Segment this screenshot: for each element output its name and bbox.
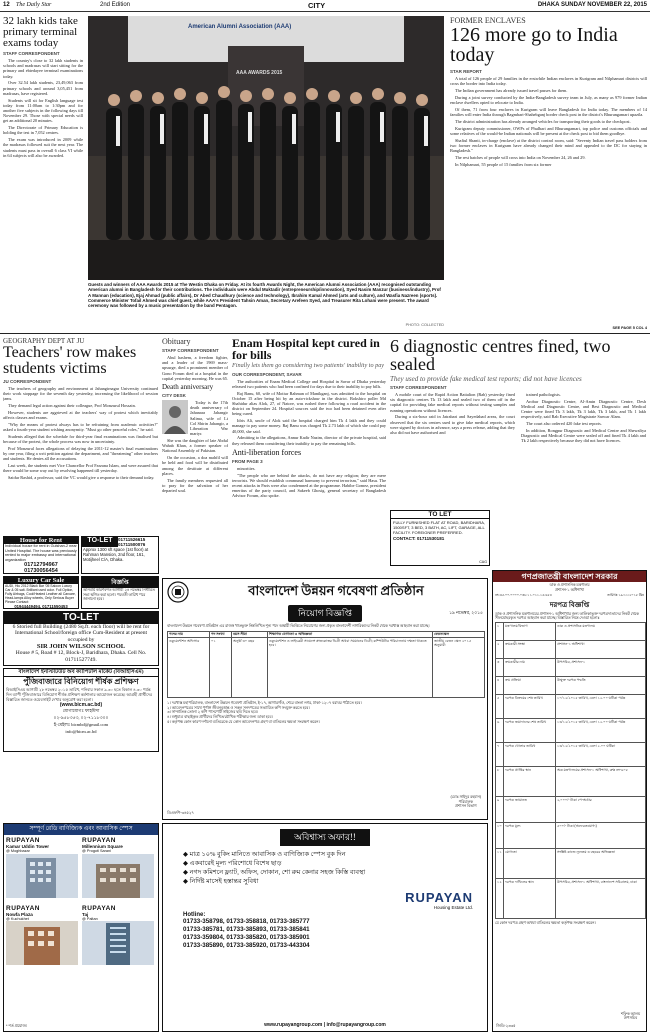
deck: Finally lets them go considering two patients' inability to pay bbox=[232, 362, 385, 369]
building-image bbox=[6, 854, 78, 898]
story-body bbox=[3, 58, 83, 158]
table-row bbox=[168, 638, 485, 698]
table-cell: ক্রয়কারীর নাম bbox=[504, 658, 556, 676]
story-enclaves bbox=[450, 16, 647, 330]
table-row bbox=[496, 622, 646, 640]
table-cell: অত্র মন্ত্রণালয়ের প্রশাসন-১ অধিশাখা, কক্ষ নং-৬০৫ bbox=[556, 766, 646, 796]
byline: STAFF CORRESPONDENT bbox=[162, 348, 219, 353]
ad-email[interactable]: ই-মেইলঃ bicmbd@gmail.com bbox=[53, 722, 109, 727]
table-cell: ১ bbox=[496, 622, 504, 640]
headline: 126 more go to India today bbox=[450, 24, 618, 66]
offer-text: নির্দিষ্ট মাসেই হস্তান্তর সুবিধা bbox=[189, 878, 259, 885]
photo-banner-text: American Alumni Association (AAA) bbox=[188, 24, 292, 30]
hotline-numbers: 01733-385890, 01733-385920, 01733-443304 bbox=[183, 942, 310, 949]
table-cell: ১২ bbox=[496, 878, 504, 918]
table-cell: ডাক ও প্রশাসনিক মন্ত্রণালয় bbox=[556, 622, 646, 640]
offer-text: একবারেই মূল্য পরিশোধে বিশেষ ছাড় bbox=[189, 860, 282, 867]
paragraph: The rest batches of people will cross into India on November 24, 26 and 29. bbox=[455, 154, 586, 160]
table-cell: উন্মুক্ত দরপত্র পদ্ধতি bbox=[556, 676, 646, 694]
table-cell: ডকুমেন্টেশন ও লাইব্রেরী সায়েন্সে স্নাতকোত্তর ডিগ্রী অথবা সমমানের ডিগ্রী; কম্পিউটার পরিচালনায় দক্ষতা থাকতে হবে। bbox=[268, 638, 433, 698]
paragraph: The district administration has already arranged vehicles for transporting their goods to the checkpost. bbox=[455, 118, 631, 124]
ad-body: House # 5, Road # 12, Block-J, Baridhara, Dhaka. Cell No. 01711527749. bbox=[15, 650, 147, 663]
table-cell: দরপত্র প্রাপ্তির স্থান bbox=[504, 766, 556, 796]
ad-contact: CONTACT: 01711530181 bbox=[393, 536, 445, 541]
ad-website-link[interactable]: (www.bicm.ac.bd) bbox=[59, 702, 103, 708]
kicker: Obituary bbox=[162, 337, 191, 346]
table-cell: ৩ bbox=[496, 658, 504, 676]
paragraph: "Why the means of protest always has to be refraining from academic activities?" asked a fourth-year student wishing anonymity. "Must go other peaceful roles," he said. bbox=[3, 422, 158, 433]
headline: Teachers' row makes students victims bbox=[3, 344, 137, 377]
table-cell: ক্রয়কারী সংস্থা bbox=[504, 640, 556, 658]
column-header: শিক্ষাগত যোগ্যতা ও অভিজ্ঞতা bbox=[268, 631, 433, 638]
project-card bbox=[82, 837, 156, 903]
table-cell: ৪ bbox=[496, 676, 504, 694]
ad-code: ডিএফপি-৩৪৫২৭ bbox=[167, 811, 194, 816]
paragraph: minorities. bbox=[237, 465, 256, 471]
ad-subtitle: পুঁজিবাজারে বিনিয়োগ শীর্ষক প্রশিক্ষণ bbox=[23, 677, 139, 686]
rule-item: ১। দরখাস্ত মহাপরিচালক, বাংলাদেশ উন্নয়ন গবেষণা প্রতিষ্ঠান, ই-১৭, আগারগাঁও, শেরে বাংলা নগর, ঢাকা-১২০৭ বরাবর পাঠাতে হবে। bbox=[167, 701, 362, 706]
table-cell: অনূর্ধ্ব ৩০ বছর bbox=[232, 638, 268, 698]
ad-to-let-small bbox=[81, 536, 159, 574]
table-cell: ৫০০/- টাকা (অফেরতযোগ্য) bbox=[556, 822, 646, 848]
ad-rupayan-offer bbox=[162, 823, 488, 1032]
table-row bbox=[496, 796, 646, 822]
photo-credit: PHOTO: COLLECTED bbox=[405, 323, 444, 327]
page-number: 12 bbox=[3, 2, 10, 8]
paragraph: trained pathologists. bbox=[526, 392, 561, 397]
byline: STAFF CORRESPONDENT bbox=[3, 51, 60, 56]
ad-phone: 01944449494, 01711550453 bbox=[14, 604, 68, 609]
kicker: FORMER ENCLAVES bbox=[450, 16, 526, 25]
rule-item: ৪। শুধুমাত্র বাছাইকৃত প্রার্থীদের লিখিত/মৌখিক পরীক্ষার জন্য ডাকা হবে। bbox=[167, 714, 273, 719]
paragraph: They demand legal action against their colleague, Prof Monzurul Hossain. bbox=[8, 403, 136, 409]
column-header: বেতনস্কেল bbox=[433, 631, 485, 638]
paragraph: Of them, 71 from four enclaves in Kurigram will leave Bangladesh for India today. The members of 14 families will enter India through Bagmbari-Shahebganj border check post in the district's Bhurungamari upazila. bbox=[450, 106, 647, 117]
brand-name: RUPAYAN bbox=[6, 904, 40, 912]
ad-phone: ০২-৯৫৮৩৫৩, ০২-৭১১৮৩০০ bbox=[53, 715, 109, 720]
ad-rupayan-projects bbox=[3, 823, 159, 1032]
ad-contact: যোগাযোগঃ ফাহমিদা bbox=[62, 708, 100, 713]
page-header bbox=[0, 0, 650, 12]
paragraph: The Directorate of Primary Education is holding the test in 7,052 centres. bbox=[3, 125, 83, 136]
table-cell: ৫ bbox=[496, 694, 504, 718]
table-cell: দরপত্র মূল্য bbox=[504, 822, 556, 848]
story-body bbox=[232, 379, 386, 446]
byline: FROM PAGE 3 bbox=[232, 458, 263, 464]
paragraph: Admitting to the allegations, Annur Kadir Nazim, director of the private hospital, said they released them considering their inability to pay the remaining bills. bbox=[232, 435, 386, 446]
ad-title: বিজ্ঞপ্তি bbox=[82, 577, 158, 588]
ad-banner: নিয়োগ বিজ্ঞপ্তি bbox=[288, 605, 362, 622]
building-image bbox=[82, 921, 154, 965]
ad-signature: শফিক আলম উপসচিব bbox=[620, 1011, 640, 1021]
bullet-icon: ◆ bbox=[183, 878, 190, 885]
ad-body: 6 Storied full Building (2480 Sq.ft. each floor) will be rent for International School/foreign office Cum-Resident at present occupied by bbox=[12, 624, 150, 643]
paragraph: Over 32.54 lakh students, 23,49,063 from primary schools and around 3,05,451 from madrasas, have registered. bbox=[3, 80, 83, 96]
brand-name: RUPAYAN bbox=[6, 837, 40, 844]
ad-intro: ডাক ও প্রশাসনিক মন্ত্রণালয়ের প্রশাসন-১ অধিশাখার জন্য তালিকাভুক্ত দরপত্রদাতাদের নিকট থেকে সীলমোহরকৃত দরপত্র আহবান করা যাচ্ছে। বিস্তারিত নিম্নে দেওয়া হলোঃ bbox=[495, 611, 639, 621]
divider bbox=[0, 333, 650, 334]
table-cell: দরপত্র বিক্রয়ের শেষ তারিখ bbox=[504, 694, 556, 718]
table-cell: দরপত্র খোলার তারিখ bbox=[504, 742, 556, 766]
table-row bbox=[496, 640, 646, 658]
ad-date: তারিখঃ ১৯/১১/২০১৫ খ্রিঃ bbox=[607, 593, 644, 598]
bullet-icon: ◆ bbox=[183, 869, 190, 876]
brand-name: RUPAYAN bbox=[82, 837, 116, 844]
dateline: DHAKA SUNDAY NOVEMBER 22, 2015 bbox=[537, 2, 647, 8]
table-row bbox=[496, 848, 646, 878]
ad-banner: সম্পূর্ণ রেডি বাণিজ্যিক এবং আবাসিক স্পেস bbox=[4, 824, 158, 835]
rule-item: ৫। কর্তৃপক্ষ কোন কারণ দর্শানো ব্যতিরেকে যে কোন আবেদনপত্র গ্রহণ বা বাতিলের ক্ষমতা সংরক্ষণ করেন। bbox=[167, 719, 320, 724]
paragraph: The exam was introduced in 2009 while the madrasas followed suit the next year. The students must pass in overall 6 class VI while in 64 subjects will also be awarded. bbox=[3, 137, 83, 158]
ad-email[interactable]: info@bicm.ac.bd bbox=[65, 729, 97, 734]
ad-body: SIR JOHN WILSON SCHOOL bbox=[36, 642, 126, 650]
ad-to-let-building bbox=[3, 611, 159, 666]
org-name: বাংলাদেশ উন্নয়ন গবেষণা প্রতিষ্ঠান bbox=[248, 582, 424, 598]
ad-body: অনিবার্য কারণবশত আগামী ২৪ নভেম্বর নির্ধারিত সভা স্থগিত করা হলো। পরবর্তী তারিখ পরে জানানো হবে। bbox=[83, 588, 155, 602]
project-name: Nowfa Plaza bbox=[6, 911, 33, 917]
aaa-awards-photo bbox=[88, 16, 444, 280]
ad-subtitle: ডাক ও প্রশাসনিক মন্ত্রণালয় প্রশাসন-১ অধিশাখা bbox=[549, 583, 590, 592]
ad-body: Individual house for rent in Gulshan-2 near United Hospital. The house was previously rented to major embassy and international organization bbox=[5, 544, 77, 562]
table-cell: ৯ bbox=[496, 796, 504, 822]
ad-banner: অবিশ্বাস্য অফার!! bbox=[280, 829, 370, 846]
ad-to-let-flat bbox=[390, 510, 490, 566]
deck: They used to provide fake medical test reports; did not have licences bbox=[390, 375, 582, 383]
paragraph: Shafiul Shanti, in-charge (enclave) at the district control room, said: "Seventy Indian travel pass holders from two former enclaves in Kurigram have already changed their mind and appealed to the DC for staying in Bangladesh." bbox=[450, 137, 647, 153]
story-body bbox=[3, 386, 158, 480]
obituary-column bbox=[162, 337, 228, 572]
kicker: GEOGRAPHY DEPT AT JU bbox=[3, 337, 85, 345]
paragraph: During a six-hour raid in Jatrabari and Sayedabad areas, the court observed that the six centres used to give fake medical reports, which were signed by doctors in advance, says a press release, adding that they also did not have authorised and bbox=[390, 414, 515, 436]
project-location: @ Paltan bbox=[82, 916, 98, 921]
table-cell: সংশ্লিষ্ট কাজে ন্যূনতম ৩ বছরের অভিজ্ঞতা bbox=[556, 848, 646, 878]
byline: CITY DESK bbox=[162, 393, 186, 399]
ad-body: FULLY FURNISHED FLAT AT ROAD, BARIDHARA, 1500SFT, 3 BED, 3 BATH, AC, LIFT, GARAGE, ALL FACILITY. FOREIGNER PREFERRED. bbox=[393, 520, 486, 535]
table-row bbox=[496, 676, 646, 694]
table-cell: ২ bbox=[496, 640, 504, 658]
table-cell: উপসচিব, প্রশাসন-১ অধিশাখা, বাংলাদেশ সচিবালয়, ঢাকা bbox=[556, 878, 646, 918]
offer-text: মাত্র ১০% বুকিং মানিতে আবাসিক ও বাণিজ্যিক স্পেস বুক দিন bbox=[189, 851, 346, 858]
hotline-numbers: 01733-385781, 01733-385893, 01733-385841 bbox=[183, 926, 310, 933]
portrait-photo bbox=[162, 400, 188, 434]
story-terminal-exams bbox=[3, 16, 83, 330]
portrait-icon bbox=[162, 400, 188, 434]
offer-item bbox=[183, 868, 467, 877]
paragraph: Last week, the students met Vice Chancellor Prof Farzana Islam, and were assured that there would be some way out by resolving happened till yesterday. bbox=[3, 463, 158, 474]
project-card bbox=[82, 905, 156, 971]
offer-list bbox=[163, 846, 487, 886]
table-cell: ডকুমেন্টেশন অফিসার bbox=[168, 638, 210, 698]
column-header: পদের নাম bbox=[168, 631, 210, 638]
ad-signature: (মোঃ সাইদুর রহমান) পরিচালক প্রশাসন বিভাগ bbox=[450, 795, 481, 809]
paragraph: Arobar Diagnostic Centre, Al-Amin Diagnostic Centre, Desh Medical and Diagnostic Centre, and Best Diagnostic and Medical Centre were fined Tk 3 lakh, Tk 3 lakh, Tk 3 lakh, and Tk 1 lakh respectively, said Rab Executive Magistrate Sarwar Alam. bbox=[521, 398, 646, 420]
ad-phone: 01730056454 bbox=[24, 568, 58, 574]
ad-title: বাংলাদেশ ইনস্টিটিউট অব ক্যাপিটাল মার্কেট (বিআইসিএম) bbox=[4, 669, 158, 677]
table-cell: দরপত্র জমাদানের শেষ তারিখ bbox=[504, 718, 556, 742]
table-row bbox=[496, 718, 646, 742]
photo-caption: Guests and winners of AAA Awards 2015 at The Westin Dhaka on Friday. At its fourth Awards Night, the American Alumni Association (AAA) recognised outstanding American alumni in Bangladesh for their contributions. The individuals were Abdul Muktadir (entrepreneurship/innovation), Syed Nasim Manzur (business/industry), Prof A Mannan (education), Ejaj Ahmad (public affairs), Dr Abed Chaudhury (science and technology), Ibrahim Kamal Ahmed (arts and culture), and Wasfia Nazreen (sports). Commerce Minister Tofail Ahmed was chief guest, while AAA's President Tahsin Aman, Secretary Arefeen Syed, and Treasurer Rita Lohani were present. The award ceremony was followed by a music presentation by the band Pentagon. bbox=[88, 282, 441, 309]
paragraph: A mobile court of the Rapid Action Battalion (Rab) yesterday fined six diagnostic centres Tk 13 lakh and sealed two of them off in the capital for providing fake medical reports without testing samples and running operations without licences. bbox=[390, 392, 515, 413]
table-row bbox=[496, 822, 646, 848]
paragraph: The teachers of geography and environment at Jahangirnagar University continued their work stoppage for the seventh day yesterday, increasing the likelihood of session jams. bbox=[3, 386, 158, 402]
ad-code: জিডি-২৩৩৫ bbox=[496, 1024, 516, 1029]
ad-phone: 01711526615 bbox=[118, 537, 146, 542]
masthead: The Daily Star bbox=[16, 2, 52, 8]
byline: JU CORRESPONDENT bbox=[3, 379, 52, 384]
ad-bicm-training bbox=[3, 668, 159, 752]
ad-notice-small bbox=[81, 576, 159, 609]
project-card bbox=[6, 837, 80, 903]
ad-body: AUDI, Hiu 2012 Black Bar '05 Saloon Luxury Car & 05 salt. Brilliant used color. Full Option, Fully Airbags, Cool/Heated Leather all Carcare, Head-lamps Alloy wheels, Only Serious Buyer Please Contact: bbox=[5, 584, 76, 604]
table-row bbox=[496, 658, 646, 676]
paragraph: Kurigram deputy commissioner, OWPs of Phulbari and Bhurungamari, top police and customs officials and some relatives of the would-be Indian nationals will be present at the check post to bid them goodbye. bbox=[450, 125, 647, 136]
paragraph: The country's close to 32 lakh students in schools and madrasas will start sitting for the primary and ebtedayee terminal examinations today. bbox=[3, 58, 83, 79]
ad-body: বিআইসিএম আগামী ২৮ নভেম্বর ২০১৫ তারিখ, শনিবার সকাল ৯.৩০ হতে বিকাল ৪.৩০ পর্যন্ত দিন ব্যাপী পুঁজিবাজারে বিনিয়োগ শীর্ষক প্রশিক্ষণ কর্মশালার আয়োজন করেছে। আগ্রহী প্রার্থীদের বিস্তারিত জানতে ওয়েবসাইট দেখার অনুরোধ করা হলো। bbox=[6, 687, 153, 702]
paragraph: Students alleged that the schedule for third-year final examinations was finalised but because of the protest, the whole process was now in uncertainty. bbox=[3, 434, 158, 445]
ad-date: ১৯ নভেম্বর, ২০১৫ bbox=[449, 610, 483, 615]
paragraph: On the occasion, a doa mahfil will be held and food will be distributed among the destitute at different places. bbox=[162, 455, 228, 476]
table-cell: ১০/১২/২০১৫ তারিখ, বেলা ১২.০০ ঘটিকা পর্যন্ত bbox=[556, 694, 646, 718]
paragraph: The Indian government has already issued travel passes for them. bbox=[455, 88, 568, 93]
project-name: Taj bbox=[82, 911, 89, 917]
ad-rules bbox=[163, 698, 487, 724]
continued-link[interactable]: SEE PAGE 5 COL 4 bbox=[612, 326, 647, 330]
table-cell: যোগ্যতা bbox=[504, 848, 556, 878]
paragraph: The family members requested all to pray for the salvation of her departed soul. bbox=[162, 477, 228, 494]
story-teachers-row bbox=[3, 337, 158, 533]
table-cell: ২,০০০/- টাকা পে-অর্ডার bbox=[556, 796, 646, 822]
story-body bbox=[450, 76, 647, 167]
hotline-label: Hotline: bbox=[183, 912, 206, 918]
brand-subtitle: Housing Estate Ltd. bbox=[433, 905, 473, 910]
offer-text: নগদ কমিশনে ফ্ল্যাট, অফিস, দোকান, শো রুম কেনার সহজ কিস্তি ব্যবস্থা bbox=[189, 869, 366, 876]
project-location: @ Kuchukhet bbox=[6, 916, 29, 921]
column-header: পদ সংখ্যা bbox=[210, 631, 232, 638]
rule-item: ৩। সাম্প্রতিক তোলা ২ কপি পাসপোর্ট সাইজের ছবি দিতে হবে। bbox=[167, 710, 259, 715]
project-card bbox=[6, 905, 80, 971]
column-header: বয়স সীমা bbox=[232, 631, 268, 638]
offer-item bbox=[183, 850, 467, 859]
ad-title: গণপ্রজাতন্ত্রী বাংলাদেশ সরকার bbox=[493, 571, 646, 582]
ad-note: যে কোন দরপত্র গ্রহণ অথবা বাতিলের ক্ষমতা কর্তৃপক্ষ সংরক্ষণ করেন। bbox=[495, 920, 596, 925]
project-name: Kamar Uddin Tower bbox=[6, 844, 50, 849]
project-name: Millennium Square bbox=[82, 844, 123, 849]
ad-title: House for Rent bbox=[4, 537, 78, 544]
paragraph: Saidur Rashid, a professor, said the VC would give a response to their demand today. bbox=[8, 475, 155, 481]
paragraph: Today is the 17th death anniversary of Jahanara Jahangir Salima, wife of Lt Col Shirin Jahangir, a Liberation War martyr. bbox=[190, 400, 228, 437]
table-cell: ৮ bbox=[496, 766, 504, 796]
table-cell: দরপত্র দাখিলের স্থান bbox=[504, 878, 556, 918]
paragraph: Prof Monzurul faces allegations of delaying the 2011-12 master's final examinations by one year, filing a writ petition against the department, and "threatening" other teachers and students. He denies all the accusations. bbox=[3, 446, 158, 462]
table-cell: দরপত্র জামানত bbox=[504, 796, 556, 822]
edition-label: 2nd Edition bbox=[100, 2, 131, 8]
table-cell: ১৩/১২/২০১৫ তারিখ, বেলা ২.০০ ঘটিকা bbox=[556, 742, 646, 766]
paragraph: In addition, Rongpur Diagnostic and Medical Centre and Shewaliya Diagnostic and Medical Centre were sealed off and fined Tk 4 lakh and Tk 2 lakh respectively because they did not have licences. bbox=[521, 428, 646, 444]
offer-item bbox=[183, 877, 467, 886]
ad-phone: 01711500076 bbox=[118, 542, 146, 547]
ad-code: CAG bbox=[479, 560, 487, 564]
ad-phone: 01712794967 bbox=[24, 562, 58, 569]
project-location: @ Progoti Sarani bbox=[82, 849, 111, 853]
ad-website-link[interactable]: www.rupayangroup.com | info@rupayangroup.com bbox=[264, 1022, 386, 1028]
byline: STAR REPORT bbox=[450, 69, 482, 74]
tender-table bbox=[495, 622, 646, 919]
table-cell: ৬ bbox=[496, 718, 504, 742]
table-row bbox=[496, 694, 646, 718]
table-cell: জাতীয় বেতন স্কেল ২০১৫ অনুযায়ী bbox=[433, 638, 485, 698]
table-row bbox=[496, 742, 646, 766]
hotline-numbers: 01733-359804, 01733-385820, 01733-385901 bbox=[183, 934, 310, 941]
brand-logo: RUPAYAN bbox=[405, 890, 473, 905]
bullet-icon: ◆ bbox=[183, 860, 190, 867]
table-cell: ১৩/১২/২০১৫ তারিখ, বেলা ১২.০০ ঘটিকা পর্যন্ত bbox=[556, 718, 646, 742]
byline: STAFF CORRESPONDENT bbox=[390, 385, 447, 390]
paragraph: During a joint survey conducted by the India-Bangladesh survey team in July, as many as 979 former Indian enclave dwellers opted to relocate to India. bbox=[450, 94, 647, 105]
paragraph: Idris Ali, uncle of Alok said the hospital charged him Tk 4 lakh and they could manage to pay some money. Raj Banu was charged Tk 2.73 lakh of which she could pay 40,000, she said. bbox=[232, 418, 386, 434]
rule-item: ২। আবেদনপত্রের সাথে পূর্ণাঙ্গ জীবনবৃত্তান্ত ও সকল সনদপত্রের সত্যায়িত কপি সংযুক্ত করতে হবে। bbox=[167, 705, 310, 710]
footnote: * শর্ত প্রযোজ্য bbox=[6, 1024, 27, 1029]
hotline-numbers: 01733-358798, 01733-358818, 01733-385777 bbox=[183, 918, 310, 925]
ad-body: Approx 1300 sft space (1st floor) at Rahman Mansion, 2nd floor, 161, Motijheel C/A, Dhaka. bbox=[83, 547, 149, 562]
bullet-icon: ◆ bbox=[183, 851, 190, 858]
paragraph: In Nilphamari, 55 people of 15 families from six former bbox=[455, 161, 552, 167]
ad-title: Luxury Car Sale bbox=[4, 577, 78, 584]
ad-bids-recruitment bbox=[162, 578, 488, 820]
main-photo-block bbox=[88, 16, 444, 330]
paragraph: She was the daughter of late Abdul Wahab Khan, a former speaker of National Assembly of Pakistan. bbox=[162, 438, 228, 454]
subhead: Death anniversary bbox=[162, 383, 214, 392]
photo-illustration bbox=[88, 16, 444, 280]
paragraph: A total of 126 people of 29 families in the erstwhile Indian enclaves in Kurigram and Nilphamari districts will cross the border into India today. bbox=[450, 76, 647, 87]
paragraph: However, students are aggrieved at the teachers' way of protest which inevitably affects classes and exams. bbox=[3, 410, 158, 421]
byline: OUR CORRESPONDENT, SAVAR bbox=[232, 371, 302, 377]
table-cell: ০১ bbox=[210, 638, 232, 698]
table-cell: ১১ bbox=[496, 848, 504, 878]
headline: 32 lakh kids take primary terminal exams today bbox=[3, 16, 78, 49]
vacancy-table bbox=[167, 631, 485, 699]
brand-name: RUPAYAN bbox=[82, 904, 116, 912]
ad-title: TO-LET bbox=[82, 537, 118, 547]
table-header-row bbox=[168, 631, 485, 638]
ad-heading: দরপত্র বিজ্ঞপ্তি bbox=[549, 600, 590, 609]
section-name: CITY bbox=[308, 1, 326, 10]
table-cell: ৭ bbox=[496, 742, 504, 766]
ad-title: TO LET bbox=[391, 511, 489, 519]
table-cell: উপসচিব, প্রশাসন-১ bbox=[556, 658, 646, 676]
story-enam-hospital bbox=[232, 337, 386, 567]
subhead: Anti-liberation forces bbox=[232, 447, 302, 457]
paragraph: Abul hashem, a freedom fighter, and a leader of the 1969 mass-upsurge, died a prominent member of Gono Forum died at a hospital in the capital yesterday morning. He was 65. bbox=[162, 355, 228, 381]
project-location: @ Moghbazar bbox=[6, 849, 30, 853]
paragraph: Raj Banu, 60, wife of Motiur Rahman of Manikganj, was admitted to the hospital on October 15 after being hit by an auto-rickshaw in the district. Bokshiro poller Md Shahidur alias Alok, 27, of Natore, was rushed there following a road accident in the district on September 24. Hospital sources said the two had been detained even after being cured. bbox=[232, 390, 386, 417]
table-cell: প্রশাসন-১ অধিশাখা bbox=[556, 640, 646, 658]
table-cell: মন্ত্রণালয়/বিভাগ bbox=[504, 622, 556, 640]
building-image bbox=[82, 854, 154, 898]
photo-backdrop-text: AAA AWARDS 2015 bbox=[236, 70, 283, 76]
headline: 6 diagnostic centres fined, two sealed bbox=[390, 337, 611, 374]
table-row bbox=[496, 878, 646, 918]
table-cell: ক্রয় প্রক্রিয়া bbox=[504, 676, 556, 694]
ad-title: TO-LET bbox=[4, 612, 158, 624]
headline: Enam Hospital kept cured in for bills bbox=[232, 337, 380, 362]
ad-reference: নং-৩৫.০০.০০০০.০৩৮.১১.০১১.১৫/৬৫৪ bbox=[495, 593, 552, 598]
table-row bbox=[496, 766, 646, 796]
bids-logo-icon bbox=[167, 581, 189, 603]
paragraph: The court also ordered 420 fake test reports. bbox=[526, 421, 602, 427]
ad-intro: বাংলাদেশ উন্নয়ন গবেষণা প্রতিষ্ঠান এর রাজস্ব খাতভুক্ত নিম্নলিখিত শূন্য পদে অস্থায়ী ভিত্তিতে নিয়োগের জন্য প্রকৃত বাংলাদেশী নাগরিকদের নিকট থেকে দরখাস্ত আহবান করা যাচ্ছে। bbox=[167, 624, 430, 628]
building-image bbox=[6, 921, 78, 965]
offer-item bbox=[183, 859, 467, 868]
paragraph: "The people who are behind the attacks, do not have any religion; they are mere terrorists. We should establish communal harmony to prevent terrorism," said Hasu. The recent attacks in Paris were also condemned at the programme. Habibe Gomez, president emeritus of the party council, and Sakeeb Ghosig, general secretary of Bangladesh Advisor Forum, also spoke. bbox=[232, 472, 386, 499]
paragraph: The authorities of Enam Medical College and Hospital in Savar of Dhaka yesterday released two patients who had been confined for days due to their inability to pay bills. bbox=[232, 378, 386, 389]
table-cell: ১০ bbox=[496, 822, 504, 848]
ad-luxury-car bbox=[3, 576, 79, 609]
paragraph: Students will sit for English language test today from 11:00am to 1:30pm and for another five subjects in the following days till November 29. Those with special needs will get an additional 20 minutes. bbox=[3, 97, 83, 124]
story-diagnostic-centres bbox=[390, 337, 647, 507]
ad-government-tender bbox=[492, 570, 647, 1032]
ad-house-for-rent bbox=[3, 536, 79, 574]
